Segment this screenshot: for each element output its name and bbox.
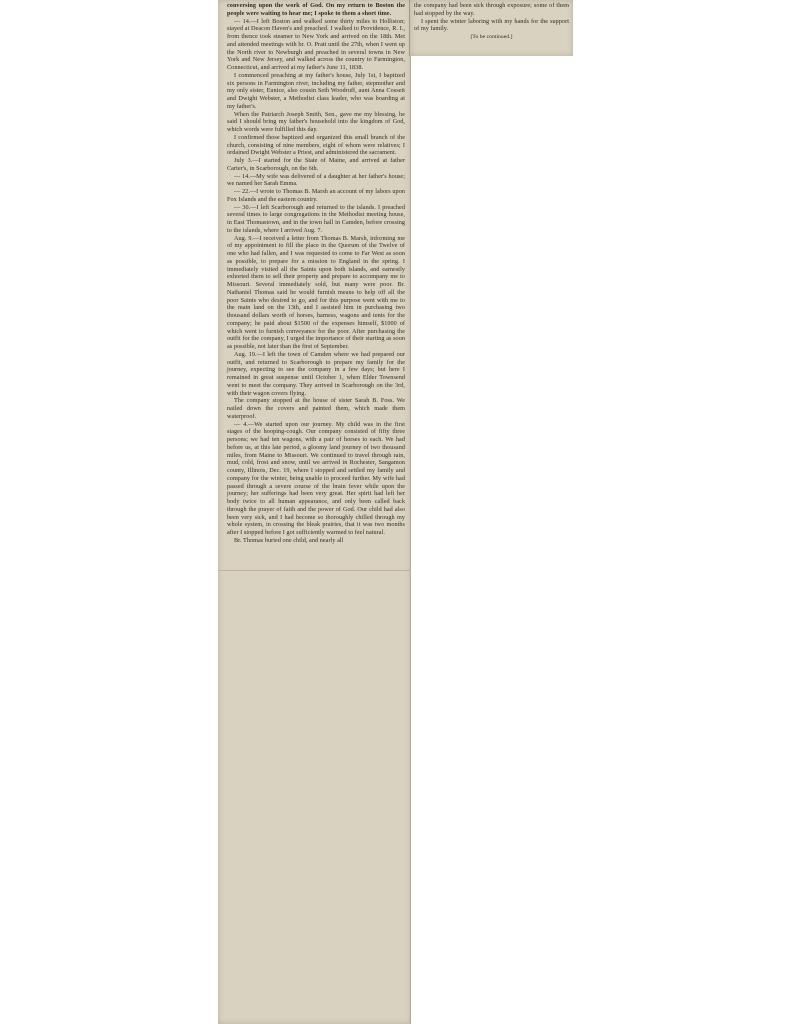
main-text-column bbox=[218, 0, 411, 1024]
paragraph-8: — 22.—I wrote to Thomas B. Marsh an account of my labors upon Fox Islands and the eastern country. bbox=[227, 188, 405, 203]
paragraph-12: The company stopped at the house of sister Sarah B. Foss. We nailed down the covers and painted them, which made them waterproof. bbox=[227, 397, 405, 420]
paragraph-4: When the Patriarch Joseph Smith, Sen., gave me my blessing, he said I should bring my father's household into the kingdom of God, which words were fulfilled this day. bbox=[227, 110, 405, 133]
clipping-seam bbox=[218, 570, 411, 571]
side-paragraph-1: the company had been sick through exposure; some of them had stopped by the way. bbox=[414, 2, 569, 17]
paragraph-13: — 4.—We started upon our journey. My child was in the first stages of the hooping-cough. Our company consisted of fifty three persons; we had ten wagons, with a pair of horses to each. We had before us, at this late period, a gloomy land journey of two thousand miles, from Maine to Missouri. We continued to travel through rain, mud, cold, frost and snow, until we arrived in Rochester, Sangamon county, Illinois, Dec. 19, where I stopped and settled my family and company for the winter, being unable to proceed further. My wife had passed through a severe course of the brain fever while upon the journey; her sufferings had been very great. Her spirit had left her body twice to all human appearance, and only been called back through the prayer of faith and the power of God. Our child had also been very sick, and I had become so thoroughly chilled through my whole system, in crossing the bleak prairies, that it was two months after I stopped before I got sufficiently warmed to feel natural. bbox=[227, 420, 405, 536]
side-paragraph-2: I spent the winter laboring with my hands for the support of my family. bbox=[414, 17, 569, 33]
paragraph-7: — 14.—My wife was delivered of a daughter at her father's house; we named her Sarah Emma. bbox=[227, 172, 405, 188]
paragraph-10: Aug. 9.—I received a letter from Thomas B. Marsh, informing me of my appointment to fill the place in the Quorum of the Twelve of one who had fallen, and I was requested to come to Far West as soon as possible, to prepare for a mission to England in the spring. I immediately visited all the Saints upon both islands, and earnestly exhorted them to sell their property and prepare to accompany me to Missouri. Several immediately sold, but many were poor. Br. Nathaniel Thomas said he would furnish means to help off all the poor Saints who desired to go, and for this purpose went with me to the main land on the 13th, and I assisted him in purchasing two thousand dollars worth of horses, harness, wagons and tents for the company; he paid about $1500 of the expenses himself, $1000 of which went to furnish conveyance for the poor. After purchasing the outfit for the company, I urged the importance of their starting as soon as possible, not later than the first of September. bbox=[227, 234, 405, 350]
paragraph-11: Aug. 19.—I left the town of Camden where we had prepared our outfit, and returned to Scarborough to prepare my family for the journey, expecting to see the company in a few days; but here I remained in great suspense until October 1, when Elder Townsend went to meet the company. They arrived in Scarborough on the 3rd, with their wagon covers flying. bbox=[227, 350, 405, 397]
to-be-continued-note: [To be continued.] bbox=[470, 34, 513, 40]
side-text-column bbox=[409, 0, 573, 56]
paragraph-6: July 3.—I started for the State of Maine, and arrived at father Carter's, in Scarborough, on the 6th. bbox=[227, 157, 405, 172]
paragraph-2: — 14.—I left Boston and walked some thirty miles to Holliston; stayed at Deacon Haven's and preached. I walked to Providence, R. I., from thence took steamer to New York and arrived on the 18th. Met and attended meetings with br. O. Pratt until the 27th, when I went up the North river to Newburgh and preached in several towns in New York and New Jersey, and walked across the country to Farmington, Connecticut, and arrived at my father's June 11, 1838. bbox=[227, 17, 405, 71]
column-edge bbox=[410, 0, 411, 1024]
paragraph-3: I commenced preaching at my father's house, July 1st, I baptized six persons in Farmington river, including my father, stepmother and my only sister, Eunice, also cousin Seth Woodruff, aunt Anna Cossett and Dwight Webster, a Methodist class leader, who was boarding at my father's. bbox=[227, 71, 405, 110]
paragraph-5: I confirmed those baptized and organized this small branch of the church, consisting of nine members, eight of whom were relatives; I ordained Dwight Webster a Priest, and administered the sacrament. bbox=[227, 133, 405, 157]
paragraph-9: — 30.—I left Scarborough and returned to the islands. I preached several times to large congregations in the Methodist meeting house, in East Thomastown, and in the town hall in Camden, before crossing to the islands, where I arrived Aug. 7. bbox=[227, 203, 405, 234]
paragraph-1: conversing upon the work of God. On my return to Boston the people were waiting to hear me; I spoke to them a short time. bbox=[227, 2, 405, 17]
paragraph-14: Br. Thomas buried one child, and nearly all bbox=[234, 536, 344, 544]
